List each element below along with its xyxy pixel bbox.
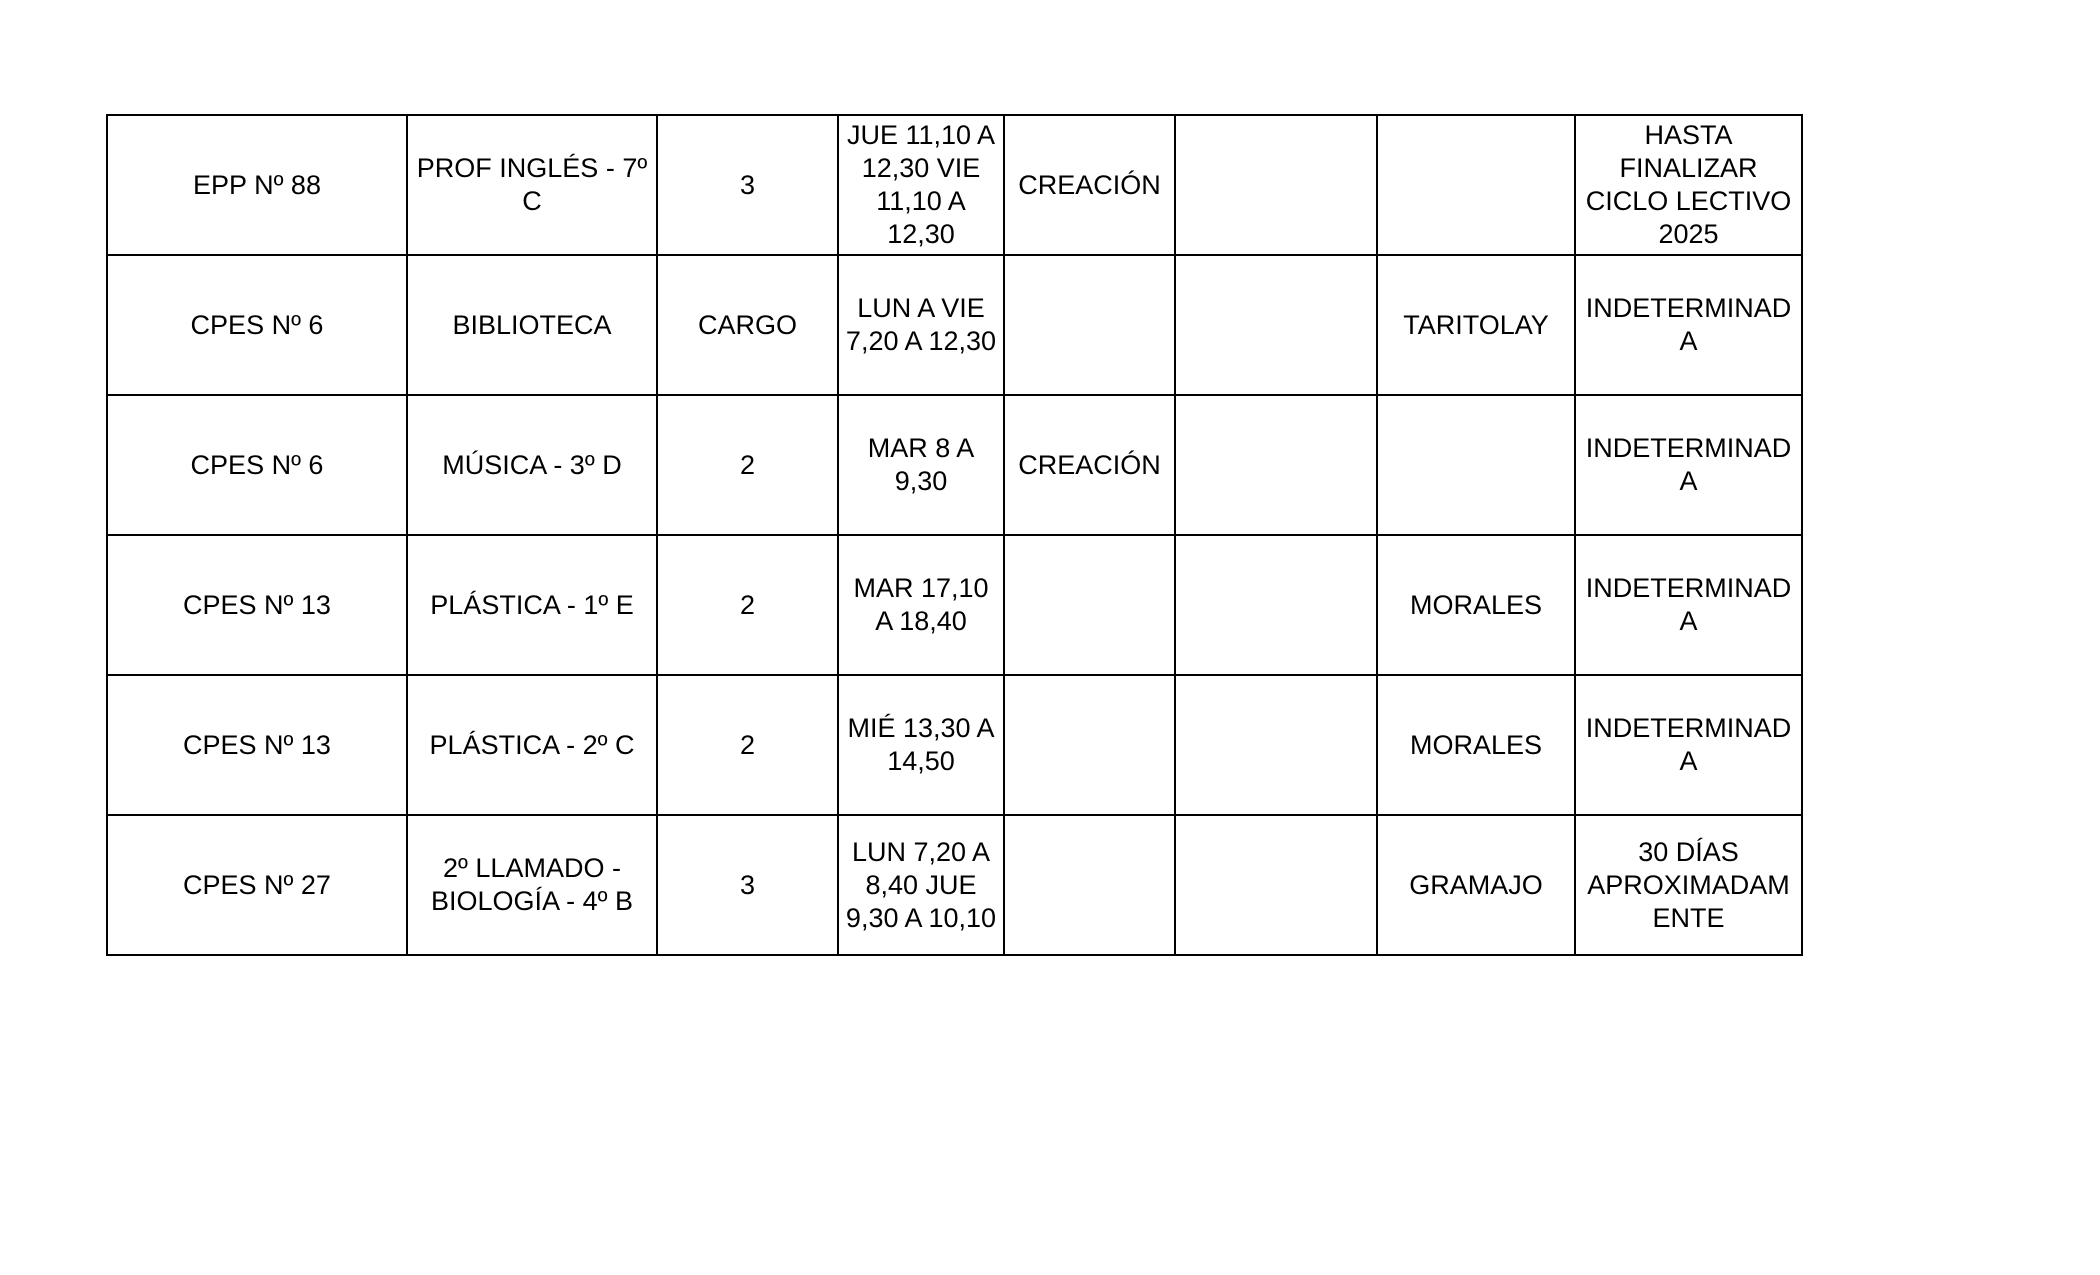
table-cell-status <box>1004 255 1175 395</box>
table-cell-hours: CARGO <box>657 255 838 395</box>
table-cell-subject: PLÁSTICA - 2º C <box>407 675 657 815</box>
table-cell-name: MORALES <box>1377 535 1575 675</box>
table-cell-duration: HASTA FINALIZAR CICLO LECTIVO 2025 <box>1575 115 1802 255</box>
table-cell-name: MORALES <box>1377 675 1575 815</box>
table-cell-status <box>1004 675 1175 815</box>
table-cell-schedule: JUE 11,10 A 12,30 VIE 11,10 A 12,30 <box>838 115 1004 255</box>
table-cell-subject: PLÁSTICA - 1º E <box>407 535 657 675</box>
table-cell-duration: 30 DÍAS APROXIMADAM ENTE <box>1575 815 1802 955</box>
table-cell-school: CPES Nº 13 <box>107 535 407 675</box>
table-cell-school: CPES Nº 13 <box>107 675 407 815</box>
table-row <box>107 535 1802 675</box>
table-cell-name: GRAMAJO <box>1377 815 1575 955</box>
table-cell-duration: INDETERMINAD A <box>1575 535 1802 675</box>
table-cell-empty <box>1175 815 1377 955</box>
table-cell-hours: 3 <box>657 815 838 955</box>
table-cell-subject: 2º LLAMADO - BIOLOGÍA - 4º B <box>407 815 657 955</box>
table-row <box>107 675 1802 815</box>
table-cell-duration: INDETERMINAD A <box>1575 675 1802 815</box>
table-cell-name <box>1377 115 1575 255</box>
table-cell-hours: 3 <box>657 115 838 255</box>
table-cell-school: CPES Nº 6 <box>107 255 407 395</box>
table-cell-school: EPP Nº 88 <box>107 115 407 255</box>
table-cell-empty <box>1175 115 1377 255</box>
table-cell-schedule: LUN 7,20 A 8,40 JUE 9,30 A 10,10 <box>838 815 1004 955</box>
table-cell-name: TARITOLAY <box>1377 255 1575 395</box>
table-body <box>107 115 1802 955</box>
table-cell-hours: 2 <box>657 395 838 535</box>
table-cell-hours: 2 <box>657 535 838 675</box>
table-row <box>107 255 1802 395</box>
table-cell-duration: INDETERMINAD A <box>1575 395 1802 535</box>
table-row <box>107 395 1802 535</box>
table-cell-school: CPES Nº 27 <box>107 815 407 955</box>
table-cell-schedule: LUN A VIE 7,20 A 12,30 <box>838 255 1004 395</box>
table-cell-empty <box>1175 675 1377 815</box>
table-cell-status <box>1004 815 1175 955</box>
table-cell-duration: INDETERMINAD A <box>1575 255 1802 395</box>
table-cell-schedule: MAR 17,10 A 18,40 <box>838 535 1004 675</box>
table-cell-empty <box>1175 395 1377 535</box>
table-cell-subject: PROF INGLÉS - 7º C <box>407 115 657 255</box>
table-cell-status <box>1004 535 1175 675</box>
data-table <box>106 114 1803 956</box>
table-cell-status: CREACIÓN <box>1004 115 1175 255</box>
table-cell-empty <box>1175 535 1377 675</box>
table-row <box>107 115 1802 255</box>
table-cell-subject: MÚSICA - 3º D <box>407 395 657 535</box>
table-cell-schedule: MIÉ 13,30 A 14,50 <box>838 675 1004 815</box>
table-cell-empty <box>1175 255 1377 395</box>
table-row <box>107 815 1802 955</box>
table-cell-schedule: MAR 8 A 9,30 <box>838 395 1004 535</box>
table-cell-subject: BIBLIOTECA <box>407 255 657 395</box>
table-cell-hours: 2 <box>657 675 838 815</box>
table-cell-name <box>1377 395 1575 535</box>
table-cell-status: CREACIÓN <box>1004 395 1175 535</box>
table-cell-school: CPES Nº 6 <box>107 395 407 535</box>
